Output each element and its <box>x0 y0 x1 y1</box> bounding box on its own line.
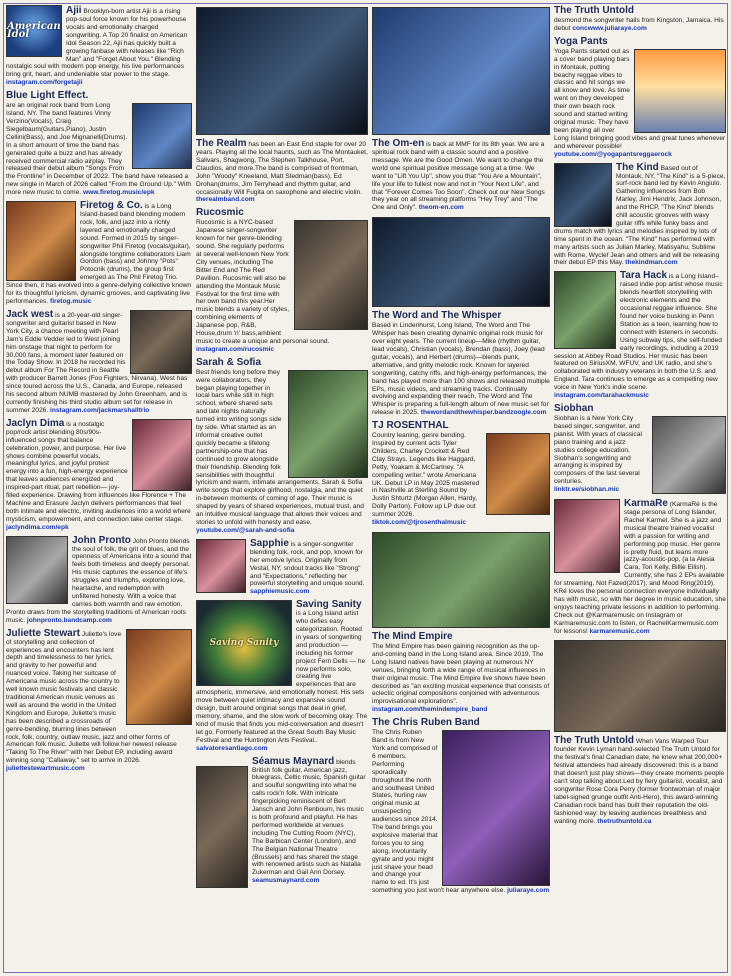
article-juliette-stewart <box>6 628 192 773</box>
article-title: The Realm <box>196 138 247 149</box>
article-word-and-whisper <box>372 215 550 417</box>
article-title: The Word and The Whisper <box>372 310 502 322</box>
article-sarah-sofia <box>196 357 368 535</box>
article-title: Juliette Stewart <box>6 627 80 639</box>
article-title: Jaclyn Dima <box>6 417 65 429</box>
article-body: Country leaning, genre bending. Inspired by current acts Tyler Childers, Charley Crockett & Red Clay Strays. Legends like Haggard, Petty, Yoakam & McCartney. "A compelling writer." wrote Americana UK. Debut LP in May 2025 mastered in Nashville at Sterling Sound by Justin Shturtz (Morgan Allen, Hardy, Dolly Parton). Follow up LP due out summer 2026. <box>372 432 480 519</box>
artist-photo <box>132 419 192 491</box>
article-body: Siobhan is a New York City based singer, songwriter, and pianist. With years of classical piano training and a jazz studies college education, Siobhan's songwriting and arranging is inspired by composers of the last several centuries. <box>554 414 642 486</box>
article-tara-hack <box>554 270 726 400</box>
article-title: The Chris Ruben Band <box>372 717 480 729</box>
article-link[interactable]: instagram.com/jackmarshalltrio <box>50 406 150 414</box>
article-link[interactable]: salvatoresantiago.com <box>196 744 268 752</box>
article-title: Blue Light Effect. <box>6 90 89 102</box>
article-link[interactable]: tiktok.com/@tjrosenthalmusic <box>372 519 466 527</box>
article-title: Firetog & Co. <box>80 200 143 212</box>
duo-photo <box>288 370 368 478</box>
article-seamus-maynard <box>196 756 368 889</box>
article-title: Yoga Pants <box>554 35 608 47</box>
article-link[interactable]: thewordandthewhisper.bandzoogle.com <box>420 409 547 417</box>
article-saving-sanity <box>196 599 368 752</box>
article-title: TJ ROSENTHAL <box>372 420 449 432</box>
article-body: Best friends long before they were collaborators, they began playing together in local bars while still in high school, where shared sets and late nights naturally turned into writing songs side by side. What started as an informal creative outlet quickly became a lifelong partnership-one that has continued to grow alongside their friendship. Blending folk sensibilities with thoughtful lyricism and warm, intimate arrangements, Sarah & Sofia write songs that explore girlhood, nostalgia, and the quiet in-between moments of coming of age. Their music is shaped by years of shared experiences, mutual trust, and an intuitive musical language that allows their voices and stories to unfold with honesty and ease. <box>196 368 364 526</box>
article-link[interactable]: karmaremusic.com <box>589 627 650 635</box>
logo-text: American Idol <box>7 21 61 40</box>
article-title: The Truth Untold <box>554 735 634 747</box>
article-body: John Pronto blends the soul of folk, the grit of blues, and the openness of Americana into a sound that feels both timeless and deeply personal. His music captures the essence of life's struggles and triumphs, exploring love, heartache, and redemption with unfiltered honesty. With a voice that carries both warmth and raw emotion, Pronto draws from the storytelling traditions of American roots music. <box>6 537 192 624</box>
article-body: Brooklyn-born artist Ajii is a rising pop-soul force known for his powerhouse vocals and emotionally charged songwriting. A Top 20 finalist on American Idol Season 22, Ajii has quickly built a growing fanbase with releases like "Rich Man" and "Forget About You." Blending nostalgic soul with modern pop energy, his live performances bring grit, heart, and undeniable star power to the stage. <box>6 8 188 79</box>
article-body: Rucosmic is a NYC-based Japanese singer-songwriter known for her genre-blending sound. She regularly performs at several well-known New York City venues, including The Bitter End and The Red Pavilion. Rucosmic will also be attending the Montauk Music Festival for the first time with her own band this year.Her music blends a variety of styles, combining elements of Japanese pop, R&B, House,drum 'n' bass,ambient music to create a unique and personal sound. <box>196 219 330 345</box>
band-photo <box>372 532 550 628</box>
band-photo <box>196 7 368 135</box>
article-title: The Om-en <box>372 138 425 149</box>
article-link[interactable]: instagram.com/rucosmic <box>196 345 275 353</box>
artist-photo <box>6 536 68 604</box>
column-2 <box>196 5 368 889</box>
article-link[interactable]: sapphiemusic.com <box>250 588 310 596</box>
article-link[interactable]: firetog.music <box>50 298 92 305</box>
saving-sanity-logo <box>196 600 292 686</box>
article-body: Based out of Montauk, NY, "The Kind" is a 5-piece, surf-rock band led by Kevin Angiulo. Gathering influences from Bob Marley, Jimi Hendrix, Jack Johnson, and the RHCP, "The Kind" blends chill acoustic grooves with wavy guitar riffs while funky bass and drums match with lyrics and melodies inspired by lots of time spent in the ocean. "The Kind" has performed with many artists such as Julian Marley, Matisyahu, Sublime with Rome, Wyclef Jean and others and will be releasing their debut EP this May. <box>554 164 726 267</box>
article-body: Based in Lindenhurst, Long Island, The Word and The Whisper has been creating dynamic original rock music for over eight years. The current lineup—Mike (rhythm guitar, lead vocals), Christian (vocals), Brendan (bass), Joey (lead guitar, vocals), and Herbert (drums)—blends punk, alternative, and gritty melodic rock. Known for layered songwriting, catchy riffs, and high-energy performances, the band has played more than 100 shows and released multiple EPs, music videos, and streaming tracks. Continually evolving and expanding their reach, The Word and The Whisper is preparing a full-length album of new music set for release in 2025. <box>372 322 550 417</box>
article-link[interactable]: www.firetog.music/epk <box>82 189 155 197</box>
article-link[interactable]: instagram.com/tarahackmusic <box>554 392 649 400</box>
article-the-realm <box>196 5 368 204</box>
article-mind-empire <box>372 530 550 714</box>
article-body: has been an East End staple for over 20 years. Playing all the local haunts, such as The Montauket, Salivars, Shagwong, The Stephen Talkhouse, Port, Claudios, and more.The band is comprised of frontman, John "Woody" Kneeland, Matt Stedman(bass), Ed Drohan(drums, Jim Terryhead and rhythm guitar, and occasionally Will Fugita on saxophone and electric violin. <box>196 141 368 196</box>
artist-photo <box>196 766 248 888</box>
american-idol-logo <box>6 5 62 57</box>
article-body: desmond the songwriter hails from Kingston, Jamaica. His debut <box>554 17 724 32</box>
article-title: KarmaRe <box>624 497 668 509</box>
article-body: The Mind Empire has been gaining recognition as the up-and-coming band in the Long Island area. Since 2019, The Long Island natives have been playing at numerous NY venues, bringing forth a wide range of musical influences in their original music. The Mind Empire live shows have been described as "an exciting musical experience that consists of eclectic original compositions conjoined with adventurous improvisational explorations". <box>372 643 550 706</box>
article-truth-untold-top <box>554 5 726 33</box>
column-3 <box>372 5 550 895</box>
article-link[interactable]: instagram.com/forgetajii <box>6 79 83 87</box>
article-title: Ajii <box>66 5 82 16</box>
article-body: Juliette's love of storytelling and collection of experiences and encounters has lent depth and timelessness to her lyrics, and gravity to her powerful and nuanced voice. Taking her suitcase of Americana music across the country to well known music festivals and classic traditional American music venues as well as around the world in the United Kingdom and Europe, Juliette's music has been described a crossroads of genre-bending, blurring lines between rock, folk, country, outlaw music, jazz and other forms of American folk music. Juliette will follow her newest release "Taking To The River" with her Debut EP, including award winning song "Callaway," set to arrive in 2026. <box>6 630 177 765</box>
article-body: When Vans Warped Tour founder Kevin Lyman hand-selected The Truth Untold for the festival's final Canadian date, he knew what 200,000+ festival attendees had already discovered: this is a band that doesn't just play shows—they create moments people can't stop talking about.Led by fiery guitarist, vocalist, and songwriter Rose Cora Perry (former frontwoman of major label-signed grunge outfit Anti-Hero), this award-winning Canadian rock band has built their reputation the old-fashioned way: by leaving audiences breathless and wanting more. <box>554 738 725 825</box>
article-link[interactable]: instagram.com/themindempire_band <box>372 706 488 714</box>
article-title: Sapphie <box>250 537 289 549</box>
artist-photo <box>554 499 620 573</box>
artist-photo <box>196 539 246 593</box>
article-body: The Chris Ruben Band is from New York and comprised of 6 members. Performing sporadically throughout the north and southeast United States, hurling raw original music at unsuspecting audiences since 2014. The band brings you explosive material that forces you to sing along, involuntarily gyrate and you might just shave your head and change your name to ed. It's just something you just won't hear anywhere else. <box>372 729 506 895</box>
article-title: The Kind <box>616 161 659 173</box>
band-photo <box>372 7 550 135</box>
article-link[interactable]: therealmband.com <box>196 196 255 204</box>
article-link[interactable]: thetruthuntold.ca <box>597 817 652 825</box>
article-body: blends British folk guitar, American jazz, bluegrass, Celtic music, Spanish guitar and soulful songwriting into what he calls rock'n folk. With intricate fingerpicking reminiscent of Bert Jansch and John Renbourn, his music is both profound and playful. He has performed worldwide at venues including The Cutting Room (NYC), The Barbican Center (London), and The Belgian National Theatre (Brussels) and has shared the stage with renowned artists such as Natalia Zukerman and Gail Ann Dorsey. <box>252 758 366 877</box>
band-photo <box>132 103 192 169</box>
artist-photo <box>294 220 368 330</box>
band-photo <box>554 163 612 227</box>
article-link[interactable]: youtube.com/@sarah-and-sofia <box>196 526 295 534</box>
article-sapphie <box>196 538 368 596</box>
article-ajii <box>6 5 192 87</box>
article-link[interactable]: juliettestewartmusic.com <box>6 765 85 773</box>
article-body: is a Long Island-based band blending modern rock, folk, and jazz into a richly layered and emotionally charged sound. Formed in 2015 by singer-songwriter Phil Firetog (vocals/guitar), alongside longtime collaborators Liam Gordon (bass) and Johnny "Pots" Potocnik (drums), the group first emerged as The Phil Firetog Trio. Since then, it has evolved into a genre-defying collective known for its thoughtful lyricism, dynamic grooves, and captivating live performances. <box>6 203 192 305</box>
article-title: Saving Sanity <box>296 599 362 611</box>
article-link[interactable]: juliaraye.com <box>507 887 550 895</box>
artist-photo <box>130 310 192 374</box>
article-link[interactable]: seamusmaynard.com <box>252 877 320 885</box>
article-link[interactable]: linktr.ee/siobhan.mic <box>554 486 620 494</box>
article-john-pronto <box>6 535 192 625</box>
article-title: Jack west <box>6 308 54 320</box>
article-chris-ruben-band <box>372 717 550 895</box>
band-live-photo <box>372 217 550 307</box>
article-body: is a Long Island–raised indie pop artist whose music blends heartfelt storytelling with electronic elements and the occasional reggae influence. She found her voice busking in Penn Station as a teen, learning how to connect with listeners in seconds. Using subway tips, she self-funded early recordings, including a 2019 session at Abbey Road Studios. Her music has been featured on SiriusXM, WFUV, and UK radio, and she's collaborated with industry veterans in both the U.S. and England. Tara continues to emerge as a compelling new voice in New York's indie scene. <box>554 273 723 392</box>
article-rucosmic <box>196 207 368 353</box>
article-title: Sarah & Sofia <box>196 356 262 368</box>
artist-photo <box>652 416 726 494</box>
column-4 <box>554 5 726 826</box>
article-title: Siobhan <box>554 402 594 414</box>
artist-photo <box>554 271 616 349</box>
article-body: Yoga Pants started out as a cover band playing bars in Montauk, putting beachy reggae vibes to classic and hit songs we all know and love. As time went on they developed their own beach rock sound and started writing original music. They have been playing all over Long Island bringing good vibes and great tunes whenever and wherever possible! <box>554 47 726 150</box>
article-the-om-en <box>372 5 550 212</box>
article-jack-west <box>6 309 192 415</box>
article-truth-untold-bottom <box>554 638 726 825</box>
artist-photo <box>126 629 192 725</box>
article-link[interactable]: johnpronto.bandcamp.com <box>26 616 112 624</box>
article-blue-light-effect <box>6 90 192 197</box>
article-link[interactable]: thekindman.com <box>625 259 678 267</box>
article-link[interactable]: jaclyndima.com/epk <box>6 523 69 531</box>
article-yoga-pants <box>554 36 726 159</box>
band-photo <box>554 640 726 732</box>
article-title: Rucosmic <box>196 207 244 219</box>
article-title: John Pronto <box>72 534 131 546</box>
article-title: Tara Hack <box>620 270 668 282</box>
article-siobhan <box>554 403 726 495</box>
article-body: is a singer-songwriter blending folk, rock, and pop, known for her emotive lyrics. Originally from Vestal, NY, sndout tracks like "Strong" and "Expectations," reflecting her powerful storytelling and unique sound. <box>250 540 365 588</box>
article-body: are an original rock band from Long Island, NY. The band features Vinny Verzino(Vocals), Craig Siegelbaum(Guitars,Piano), Justin Cellini(Bass), and Joe Mignanelli(Drums). In a short amount of time the band has generated quite a buzz and has already received commercial radio airplay. They released their debut album "Songs From the Frontline" in December of 2022. The band have released a new single in March of 2026 called "From the Ground Up." With more new music to come. <box>6 102 191 197</box>
article-karmare <box>554 498 726 636</box>
artist-photo <box>486 433 550 515</box>
band-live-photo <box>442 730 550 886</box>
band-photo-collage <box>6 201 76 281</box>
article-body: is a Long Island artist who defies easy categorization. Rooted in years of songwriting and production — including his former project Fern Dells — he now performs solo, creating live experiences that are atmospheric, immersive, and emotionally honest. His sets move between quiet intimacy and expansive sound design, built around original songs that deal in grief, memory, shame, and the slow work of becoming okay. The kind of music that finds you mid-conversation and doesn't let go. Formerly featured at the Great South Bay Music Festival and the Huntington Arts Festival.. <box>196 610 368 744</box>
article-body: is a nostalgic pop/rock artist blending 80s/90s-influenced songs that balance celebration, power, and purpose. Her live shows combine powerful vocals, meaningful lyrics, and joyful protest energy into a fun, high-energy experience that leaves audiences energized and inspired-part ritual, part rebellion— joy-filled experience. Drawing from influences like Florence + The Machine and Erasure Jaclyn delivers performances that feel both intimate and electric, inviting audiences into a world where mysticism, empowerment, and connection take center stage. <box>6 420 191 523</box>
article-firetog <box>6 200 192 306</box>
article-body: is a 20-year-old singer-songwriter and guitarist based in New York City, a chance meeting with Pearl Jam's Eddie Vedder led to West joining him onstage that night to perform for 30,000 fans, a moment later featured on the Today Show. In 2018 he recorded his debut album For The Record in Seattle with producer Barrett Jones (Foo Fighters, Nirvana). West has since toured across the U.S., Canada, and Europe, released his second album NUMB mastered by John Greenham, and is currently finishing his third studio album set for release in summer 2026. <box>6 311 188 414</box>
article-title: The Truth Untold <box>554 5 634 16</box>
article-body: is back at MMF for its 8th year. We are a spiritual rock band with a classic sound and a positive message. We are the Good Omen. We want to change the world one spiritual positive message song at a time. We want to "Lift You Up", show you that "You Are a Mountain", life your life to fullest now and not in "Your Next Life", and that "Forever Comes Too Soon". Check out our New Songs they year on all streaming platforms "Hey Trey" and "The One and Only". <box>372 141 545 212</box>
article-link[interactable]: concwww.juliaraye.com <box>572 24 647 32</box>
article-title: The Mind Empire <box>372 631 453 642</box>
article-link[interactable]: theom-en.com <box>418 204 464 212</box>
column-1 <box>6 5 192 773</box>
article-jaclyn-dima <box>6 418 192 532</box>
article-the-kind <box>554 162 726 268</box>
article-tj-rosenthal <box>372 420 550 527</box>
logo-text: Saving Sanity <box>209 638 279 649</box>
band-sunset-photo <box>634 49 726 133</box>
article-link[interactable]: youtube.com/@yogapantsreggaerock <box>554 150 672 158</box>
article-title: Séamus Maynard <box>252 755 335 767</box>
article-body: (KarmaRé is the stage persona of Long Islander, Rachel Karmel. She is a jazz and musical theatre trained vocalist with a passion for writing and performing pop music. Her genre is pretty fluid, but leans more jazzy-acoustic-pop, (a la Alesia Cara, Tori Kelly, Billie Eilish). Currently, she has 2 EPs available for streaming, Not Fazed(2017), and Mood Ring(2019). KRé loves the personal connection everyone individually has with music, so with her degree in music education, she enjoys teaching private lessons in addition to performing. Check out @Karmaremusic on Instagram or Karmaremusic.com to listen, or RachelKarmemusic.com for lessons! <box>554 500 726 635</box>
